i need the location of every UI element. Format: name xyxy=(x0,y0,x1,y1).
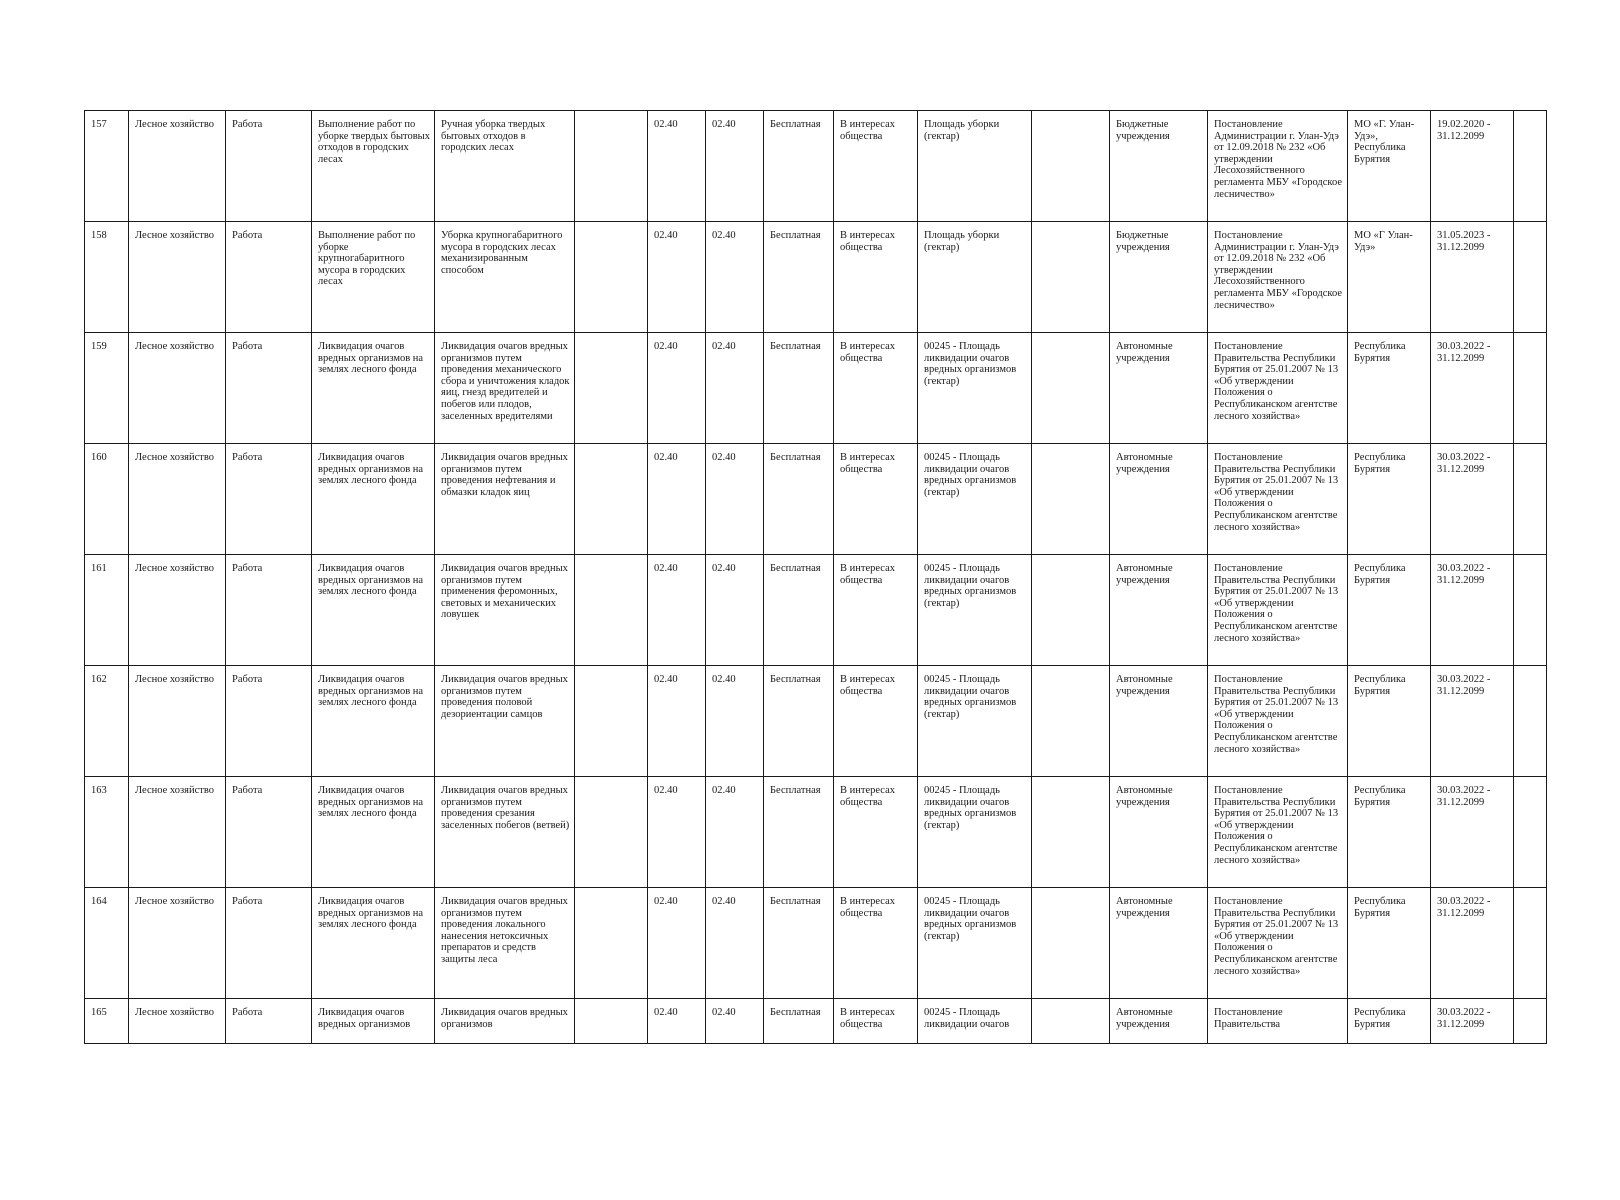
payment-type-cell: Бесплатная xyxy=(764,222,834,333)
institution-type-cell: Бюджетные учреждения xyxy=(1110,111,1208,222)
okved-code-cell: 02.40 xyxy=(648,111,706,222)
beneficiary-cell: В интересах общества xyxy=(834,666,918,777)
institution-type-cell: Автономные учреждения xyxy=(1110,888,1208,999)
institution-type-cell: Автономные учреждения xyxy=(1110,777,1208,888)
validity-period-cell: 30.03.2022 - 31.12.2099 xyxy=(1431,444,1514,555)
empty-cell xyxy=(1032,777,1110,888)
institution-type-cell: Автономные учреждения xyxy=(1110,666,1208,777)
owner-cell: Республика Бурятия xyxy=(1348,777,1431,888)
service-content-cell: Ликвидация очагов вредных организмов путем проведения срезания заселенных побегов (ветвей) xyxy=(435,777,575,888)
okved-code-cell: 02.40 xyxy=(706,555,764,666)
service-name-cell: Ликвидация очагов вредных организмов на землях лесного фонда xyxy=(312,888,435,999)
beneficiary-cell: В интересах общества xyxy=(834,333,918,444)
okved-code-cell: 02.40 xyxy=(648,333,706,444)
validity-period-cell: 30.03.2022 - 31.12.2099 xyxy=(1431,777,1514,888)
empty-cell xyxy=(1032,888,1110,999)
okved-code-cell: 02.40 xyxy=(648,777,706,888)
row-number-cell: 163 xyxy=(85,777,129,888)
okved-code-cell: 02.40 xyxy=(648,222,706,333)
empty-cell xyxy=(575,333,648,444)
empty-cell xyxy=(1514,333,1547,444)
legal-act-cell: Постановление Правительства Республики Бурятия от 25.01.2007 № 13 «Об утверждении Положения о Республиканском агентстве лесного хозяйства» xyxy=(1208,444,1348,555)
legal-act-cell: Постановление Правительства Республики Бурятия от 25.01.2007 № 13 «Об утверждении Положения о Республиканском агентстве лесного хозяйства» xyxy=(1208,555,1348,666)
okved-code-cell: 02.40 xyxy=(706,666,764,777)
owner-cell: Республика Бурятия xyxy=(1348,333,1431,444)
table-row xyxy=(85,555,1547,666)
empty-cell xyxy=(575,888,648,999)
empty-cell xyxy=(1032,333,1110,444)
okved-code-cell: 02.40 xyxy=(648,666,706,777)
validity-period-cell: 30.03.2022 - 31.12.2099 xyxy=(1431,999,1514,1044)
sector-cell: Лесное хозяйство xyxy=(129,999,226,1044)
table-row xyxy=(85,666,1547,777)
service-content-cell: Ликвидация очагов вредных организмов путем проведения нефтевания и обмазки кладок яиц xyxy=(435,444,575,555)
table-row xyxy=(85,444,1547,555)
empty-cell xyxy=(1514,666,1547,777)
empty-cell xyxy=(575,111,648,222)
volume-indicator-cell: 00245 - Площадь ликвидации очагов xyxy=(918,999,1032,1044)
legal-act-cell: Постановление Правительства xyxy=(1208,999,1348,1044)
validity-period-cell: 31.05.2023 - 31.12.2099 xyxy=(1431,222,1514,333)
empty-cell xyxy=(1032,111,1110,222)
legal-act-cell: Постановление Правительства Республики Бурятия от 25.01.2007 № 13 «Об утверждении Положения о Республиканском агентстве лесного хозяйства» xyxy=(1208,888,1348,999)
service-content-cell: Ликвидация очагов вредных организмов путем проведения механического сбора и уничтожения кладок яиц, гнезд вредителей и побегов или плодов, заселенных вредителями xyxy=(435,333,575,444)
service-content-cell: Ликвидация очагов вредных организмов путем применения феромонных, световых и механических ловушек xyxy=(435,555,575,666)
volume-indicator-cell: 00245 - Площадь ликвидации очагов вредных организмов (гектар) xyxy=(918,444,1032,555)
kind-cell: Работа xyxy=(226,666,312,777)
kind-cell: Работа xyxy=(226,333,312,444)
okved-code-cell: 02.40 xyxy=(706,222,764,333)
sector-cell: Лесное хозяйство xyxy=(129,777,226,888)
empty-cell xyxy=(1514,222,1547,333)
okved-code-cell: 02.40 xyxy=(706,777,764,888)
empty-cell xyxy=(1032,666,1110,777)
row-number-cell: 164 xyxy=(85,888,129,999)
okved-code-cell: 02.40 xyxy=(706,444,764,555)
sector-cell: Лесное хозяйство xyxy=(129,666,226,777)
validity-period-cell: 30.03.2022 - 31.12.2099 xyxy=(1431,555,1514,666)
payment-type-cell: Бесплатная xyxy=(764,777,834,888)
beneficiary-cell: В интересах общества xyxy=(834,777,918,888)
okved-code-cell: 02.40 xyxy=(706,999,764,1044)
sector-cell: Лесное хозяйство xyxy=(129,333,226,444)
row-number-cell: 158 xyxy=(85,222,129,333)
okved-code-cell: 02.40 xyxy=(648,555,706,666)
owner-cell: Республика Бурятия xyxy=(1348,555,1431,666)
table-row xyxy=(85,222,1547,333)
service-content-cell: Ликвидация очагов вредных организмов путем проведения локального нанесения нетоксичных препаратов и средств защиты леса xyxy=(435,888,575,999)
okved-code-cell: 02.40 xyxy=(648,999,706,1044)
row-number-cell: 162 xyxy=(85,666,129,777)
okved-code-cell: 02.40 xyxy=(648,444,706,555)
service-content-cell: Ручная уборка твердых бытовых отходов в городских лесах xyxy=(435,111,575,222)
payment-type-cell: Бесплатная xyxy=(764,555,834,666)
validity-period-cell: 30.03.2022 - 31.12.2099 xyxy=(1431,888,1514,999)
owner-cell: МО «Г Улан-Удэ» xyxy=(1348,222,1431,333)
beneficiary-cell: В интересах общества xyxy=(834,555,918,666)
row-number-cell: 161 xyxy=(85,555,129,666)
institution-type-cell: Автономные учреждения xyxy=(1110,555,1208,666)
service-content-cell: Ликвидация очагов вредных организмов путем проведения половой дезориентации самцов xyxy=(435,666,575,777)
empty-cell xyxy=(575,777,648,888)
beneficiary-cell: В интересах общества xyxy=(834,222,918,333)
table-row xyxy=(85,777,1547,888)
payment-type-cell: Бесплатная xyxy=(764,999,834,1044)
payment-type-cell: Бесплатная xyxy=(764,888,834,999)
legal-act-cell: Постановление Правительства Республики Бурятия от 25.01.2007 № 13 «Об утверждении Положения о Республиканском агентстве лесного хозяйства» xyxy=(1208,777,1348,888)
service-name-cell: Ликвидация очагов вредных организмов xyxy=(312,999,435,1044)
volume-indicator-cell: 00245 - Площадь ликвидации очагов вредных организмов (гектар) xyxy=(918,888,1032,999)
kind-cell: Работа xyxy=(226,444,312,555)
okved-code-cell: 02.40 xyxy=(648,888,706,999)
registry-table xyxy=(84,110,1547,1044)
empty-cell xyxy=(575,444,648,555)
okved-code-cell: 02.40 xyxy=(706,111,764,222)
payment-type-cell: Бесплатная xyxy=(764,444,834,555)
row-number-cell: 157 xyxy=(85,111,129,222)
empty-cell xyxy=(1032,555,1110,666)
service-name-cell: Ликвидация очагов вредных организмов на землях лесного фонда xyxy=(312,444,435,555)
legal-act-cell: Постановление Администрации г. Улан-Удэ от 12.09.2018 № 232 «Об утверждении Лесохозяйственного регламента МБУ «Городское лесничество» xyxy=(1208,111,1348,222)
empty-cell xyxy=(1514,555,1547,666)
legal-act-cell: Постановление Администрации г. Улан-Удэ от 12.09.2018 № 232 «Об утверждении Лесохозяйственного регламента МБУ «Городское лесничество» xyxy=(1208,222,1348,333)
sector-cell: Лесное хозяйство xyxy=(129,111,226,222)
row-number-cell: 165 xyxy=(85,999,129,1044)
service-content-cell: Уборка крупногабаритного мусора в городских лесах механизированным способом xyxy=(435,222,575,333)
empty-cell xyxy=(575,999,648,1044)
volume-indicator-cell: Площадь уборки (гектар) xyxy=(918,111,1032,222)
service-name-cell: Ликвидация очагов вредных организмов на землях лесного фонда xyxy=(312,333,435,444)
payment-type-cell: Бесплатная xyxy=(764,333,834,444)
kind-cell: Работа xyxy=(226,999,312,1044)
beneficiary-cell: В интересах общества xyxy=(834,999,918,1044)
empty-cell xyxy=(1514,111,1547,222)
empty-cell xyxy=(1032,444,1110,555)
service-name-cell: Выполнение работ по уборке крупногабаритного мусора в городских лесах xyxy=(312,222,435,333)
owner-cell: Республика Бурятия xyxy=(1348,444,1431,555)
sector-cell: Лесное хозяйство xyxy=(129,444,226,555)
empty-cell xyxy=(575,666,648,777)
service-name-cell: Выполнение работ по уборке твердых бытовых отходов в городских лесах xyxy=(312,111,435,222)
empty-cell xyxy=(575,222,648,333)
empty-cell xyxy=(1514,444,1547,555)
owner-cell: МО «Г. Улан-Удэ», Республика Бурятия xyxy=(1348,111,1431,222)
payment-type-cell: Бесплатная xyxy=(764,666,834,777)
kind-cell: Работа xyxy=(226,555,312,666)
okved-code-cell: 02.40 xyxy=(706,888,764,999)
kind-cell: Работа xyxy=(226,777,312,888)
empty-cell xyxy=(1514,777,1547,888)
sector-cell: Лесное хозяйство xyxy=(129,888,226,999)
table-row xyxy=(85,333,1547,444)
empty-cell xyxy=(1032,222,1110,333)
row-number-cell: 160 xyxy=(85,444,129,555)
okved-code-cell: 02.40 xyxy=(706,333,764,444)
table-row xyxy=(85,111,1547,222)
service-name-cell: Ликвидация очагов вредных организмов на землях лесного фонда xyxy=(312,555,435,666)
owner-cell: Республика Бурятия xyxy=(1348,999,1431,1044)
beneficiary-cell: В интересах общества xyxy=(834,888,918,999)
legal-act-cell: Постановление Правительства Республики Бурятия от 25.01.2007 № 13 «Об утверждении Положения о Республиканском агентстве лесного хозяйства» xyxy=(1208,666,1348,777)
legal-act-cell: Постановление Правительства Республики Бурятия от 25.01.2007 № 13 «Об утверждении Положения о Республиканском агентстве лесного хозяйства» xyxy=(1208,333,1348,444)
institution-type-cell: Бюджетные учреждения xyxy=(1110,222,1208,333)
table-row xyxy=(85,999,1547,1044)
owner-cell: Республика Бурятия xyxy=(1348,666,1431,777)
table-row xyxy=(85,888,1547,999)
kind-cell: Работа xyxy=(226,888,312,999)
empty-cell xyxy=(575,555,648,666)
volume-indicator-cell: 00245 - Площадь ликвидации очагов вредных организмов (гектар) xyxy=(918,333,1032,444)
validity-period-cell: 30.03.2022 - 31.12.2099 xyxy=(1431,666,1514,777)
volume-indicator-cell: 00245 - Площадь ликвидации очагов вредных организмов (гектар) xyxy=(918,666,1032,777)
sector-cell: Лесное хозяйство xyxy=(129,222,226,333)
volume-indicator-cell: Площадь уборки (гектар) xyxy=(918,222,1032,333)
registry-body xyxy=(85,111,1547,1044)
beneficiary-cell: В интересах общества xyxy=(834,111,918,222)
kind-cell: Работа xyxy=(226,222,312,333)
beneficiary-cell: В интересах общества xyxy=(834,444,918,555)
service-content-cell: Ликвидация очагов вредных организмов xyxy=(435,999,575,1044)
payment-type-cell: Бесплатная xyxy=(764,111,834,222)
volume-indicator-cell: 00245 - Площадь ликвидации очагов вредных организмов (гектар) xyxy=(918,555,1032,666)
validity-period-cell: 30.03.2022 - 31.12.2099 xyxy=(1431,333,1514,444)
row-number-cell: 159 xyxy=(85,333,129,444)
service-name-cell: Ликвидация очагов вредных организмов на землях лесного фонда xyxy=(312,777,435,888)
service-name-cell: Ликвидация очагов вредных организмов на землях лесного фонда xyxy=(312,666,435,777)
empty-cell xyxy=(1514,888,1547,999)
validity-period-cell: 19.02.2020 - 31.12.2099 xyxy=(1431,111,1514,222)
sector-cell: Лесное хозяйство xyxy=(129,555,226,666)
empty-cell xyxy=(1032,999,1110,1044)
kind-cell: Работа xyxy=(226,111,312,222)
owner-cell: Республика Бурятия xyxy=(1348,888,1431,999)
volume-indicator-cell: 00245 - Площадь ликвидации очагов вредных организмов (гектар) xyxy=(918,777,1032,888)
institution-type-cell: Автономные учреждения xyxy=(1110,333,1208,444)
institution-type-cell: Автономные учреждения xyxy=(1110,999,1208,1044)
empty-cell xyxy=(1514,999,1547,1044)
institution-type-cell: Автономные учреждения xyxy=(1110,444,1208,555)
